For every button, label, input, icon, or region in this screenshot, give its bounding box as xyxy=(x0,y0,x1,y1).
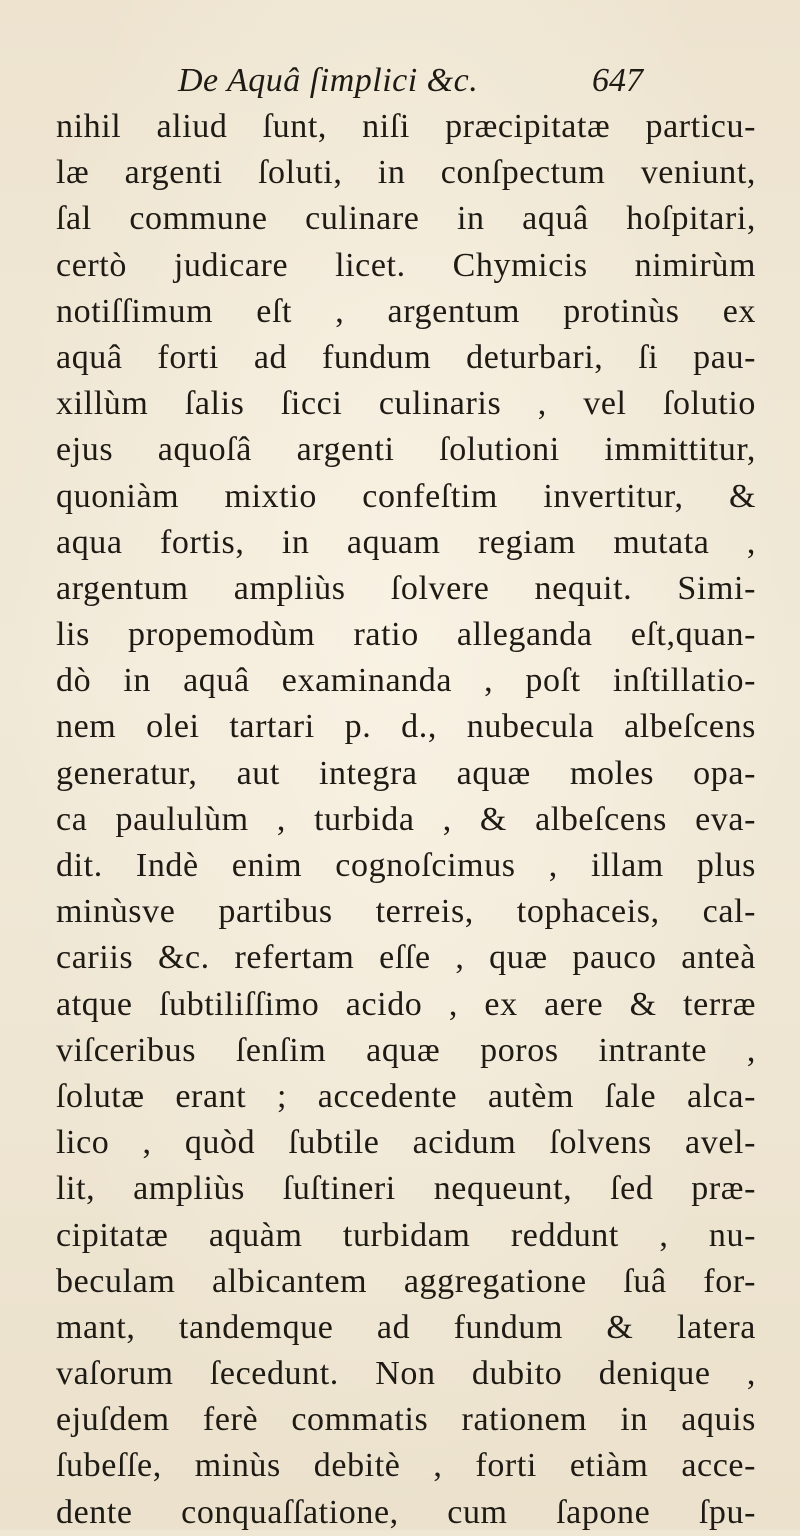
text-line: dente conquaſſatione, cum ſapone ſpu- xyxy=(56,1493,756,1531)
text-line: xillùm ſalis ſicci culinaris , vel ſolutio xyxy=(56,385,756,423)
text-line: minùsve partibus terreis, tophaceis, cal- xyxy=(56,893,756,931)
text-line: lis propemodùm ratio alleganda eſt,quan- xyxy=(56,616,756,654)
text-line: dò in aquâ examinanda , poſt inſtillatio- xyxy=(56,662,756,700)
text-line: ejus aquoſâ argenti ſolutioni immittitur, xyxy=(56,431,756,469)
text-line: aquâ forti ad fundum deturbari, ſi pau- xyxy=(56,338,756,376)
text-line: mant, tandemque ad fundum & latera xyxy=(56,1308,756,1346)
text-line: cariis &c. refertam eſſe , quæ pauco anteà xyxy=(56,939,756,977)
text-line: cipitatæ aquàm turbidam reddunt , nu- xyxy=(56,1216,756,1254)
body-text xyxy=(56,104,756,1536)
text-line: argentum ampliùs ſolvere nequit. Simi- xyxy=(56,569,756,607)
text-line: generatur, aut integra aquæ moles opa- xyxy=(56,754,756,792)
text-line: certò judicare licet. Chymicis nimirùm xyxy=(56,246,756,284)
running-title: De Aquâ ſimplici &c. xyxy=(178,62,479,99)
text-line: læ argenti ſoluti, in conſpectum veniunt, xyxy=(56,154,756,192)
text-line: viſceribus ſenſim aquæ poros intrante , xyxy=(56,1031,756,1069)
text-line: ſubeſſe, minùs debitè , forti etiàm acce- xyxy=(56,1447,756,1485)
text-line: ejuſdem ferè commatis rationem in aquis xyxy=(56,1401,756,1439)
text-line: atque ſubtiliſſimo acido , ex aere & terræ xyxy=(56,985,756,1023)
text-line: quoniàm mixtio confeſtim invertitur, & xyxy=(56,477,756,515)
text-line: nihil aliud ſunt, niſi præcipitatæ particu- xyxy=(56,108,756,145)
text-line: lico , quòd ſubtile acidum ſolvens avel- xyxy=(56,1124,756,1162)
text-line: aqua fortis, in aquam regiam mutata , xyxy=(56,523,756,561)
text-line: vaſorum ſecedunt. Non dubito denique , xyxy=(56,1355,756,1393)
text-line: ca paululùm , turbida , & albeſcens eva- xyxy=(56,800,756,838)
text-line: ſolutæ erant ; accedente autèm ſale alca- xyxy=(56,1077,756,1115)
text-line: beculam albicantem aggregatione ſuâ for- xyxy=(56,1262,756,1300)
text-line: lit, ampliùs ſuſtineri nequeunt, ſed præ- xyxy=(56,1170,756,1208)
page-number: 647 xyxy=(592,62,643,99)
text-line: dit. Indè enim cognoſcimus , illam plus xyxy=(56,847,756,884)
text-line: ſal commune culinare in aquâ hoſpitari, xyxy=(56,200,756,238)
text-line: notiſſimum eſt , argentum protinùs ex xyxy=(56,292,756,330)
text-line: nem olei tartari p. d., nubecula albeſcens xyxy=(56,708,756,746)
page-header xyxy=(0,62,800,102)
